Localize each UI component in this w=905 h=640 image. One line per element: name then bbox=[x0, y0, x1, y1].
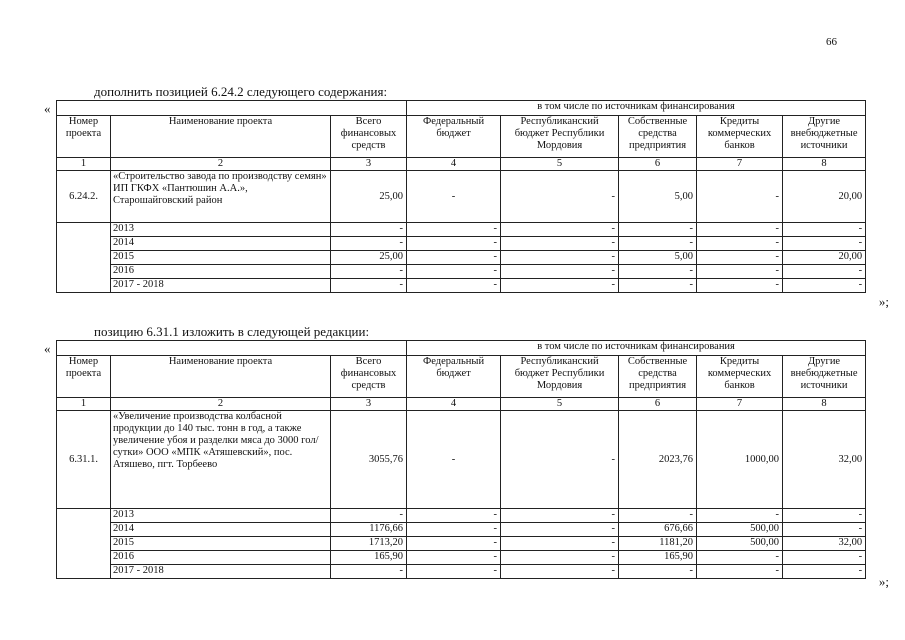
year-row bbox=[57, 537, 866, 551]
col-index: 8 bbox=[783, 158, 866, 171]
year-own: 5,00 bbox=[619, 251, 697, 265]
project-row bbox=[57, 171, 866, 223]
project-republic: - bbox=[501, 411, 619, 509]
year-row bbox=[57, 237, 866, 251]
year-own: - bbox=[619, 279, 697, 293]
section-intro: позицию 6.31.1 изложить в следующей редакции: bbox=[94, 324, 370, 339]
year-label: 2013 bbox=[111, 509, 331, 523]
col-header-total: Всего финансовых средств bbox=[331, 116, 407, 158]
year-label: 2017 - 2018 bbox=[111, 279, 331, 293]
year-other: - bbox=[783, 565, 866, 579]
year-republic: - bbox=[501, 565, 619, 579]
year-label: 2017 - 2018 bbox=[111, 565, 331, 579]
section-intro: дополнить позицией 6.24.2 следующего содержания: bbox=[94, 84, 388, 99]
col-header-federal: Федеральный бюджет bbox=[407, 356, 501, 398]
project-own: 5,00 bbox=[619, 171, 697, 223]
year-republic: - bbox=[501, 265, 619, 279]
page-number: 66 bbox=[826, 36, 837, 48]
year-republic: - bbox=[501, 251, 619, 265]
year-republic: - bbox=[501, 509, 619, 523]
year-federal: - bbox=[407, 523, 501, 537]
year-label: 2016 bbox=[111, 551, 331, 565]
year-republic: - bbox=[501, 279, 619, 293]
year-label: 2013 bbox=[111, 223, 331, 237]
year-other: - bbox=[783, 265, 866, 279]
year-credits: - bbox=[697, 509, 783, 523]
open-quote: « bbox=[44, 101, 51, 116]
col-header-own: Собственные средства предприятия bbox=[619, 356, 697, 398]
year-credits: - bbox=[697, 279, 783, 293]
year-total: - bbox=[331, 279, 407, 293]
year-federal: - bbox=[407, 551, 501, 565]
year-own: - bbox=[619, 265, 697, 279]
col-header-own: Собственные средства предприятия bbox=[619, 116, 697, 158]
year-row bbox=[57, 565, 866, 579]
year-federal: - bbox=[407, 223, 501, 237]
year-republic: - bbox=[501, 523, 619, 537]
year-own: - bbox=[619, 237, 697, 251]
project-number: 6.24.2. bbox=[57, 171, 111, 223]
col-index: 8 bbox=[783, 398, 866, 411]
year-row bbox=[57, 523, 866, 537]
col-header-credits: Кредиты коммерческих банков bbox=[697, 356, 783, 398]
col-header-name: Наименование проекта bbox=[111, 356, 331, 398]
col-index: 2 bbox=[111, 158, 331, 171]
project-other: 20,00 bbox=[783, 171, 866, 223]
col-index: 3 bbox=[331, 158, 407, 171]
year-other: - bbox=[783, 237, 866, 251]
project-other: 32,00 bbox=[783, 411, 866, 509]
year-label: 2014 bbox=[111, 523, 331, 537]
project-credits: 1000,00 bbox=[697, 411, 783, 509]
year-total: 1713,20 bbox=[331, 537, 407, 551]
year-other: 32,00 bbox=[783, 537, 866, 551]
year-other: - bbox=[783, 223, 866, 237]
year-federal: - bbox=[407, 265, 501, 279]
year-label: 2015 bbox=[111, 251, 331, 265]
year-federal: - bbox=[407, 237, 501, 251]
year-other: - bbox=[783, 551, 866, 565]
project-name: «Увеличение производства колбасной продукции до 140 тыс. тонн в год, а также увеличение убоя и разделки мяса до 3000 гол/сутки» ООО «МПК «Атяшевский», пос. Атяшево, пгт. Торбеево bbox=[111, 411, 331, 509]
year-federal: - bbox=[407, 537, 501, 551]
year-row bbox=[57, 251, 866, 265]
year-republic: - bbox=[501, 551, 619, 565]
year-credits: - bbox=[697, 237, 783, 251]
year-federal: - bbox=[407, 565, 501, 579]
year-other: - bbox=[783, 279, 866, 293]
year-label: 2016 bbox=[111, 265, 331, 279]
financing-table bbox=[56, 340, 866, 579]
col-header-republic: Республиканский бюджет Республики Мордовия bbox=[501, 356, 619, 398]
project-credits: - bbox=[697, 171, 783, 223]
col-index: 1 bbox=[57, 158, 111, 171]
sources-group-header: в том числе по источникам финансирования bbox=[407, 341, 866, 356]
year-row bbox=[57, 509, 866, 523]
year-other: - bbox=[783, 523, 866, 537]
year-own: 676,66 bbox=[619, 523, 697, 537]
year-federal: - bbox=[407, 509, 501, 523]
col-header-other: Другие внебюджетные источники bbox=[783, 356, 866, 398]
col-index: 2 bbox=[111, 398, 331, 411]
year-other: - bbox=[783, 509, 866, 523]
year-credits: - bbox=[697, 565, 783, 579]
year-label: 2014 bbox=[111, 237, 331, 251]
year-credits: - bbox=[697, 265, 783, 279]
project-total: 25,00 bbox=[331, 171, 407, 223]
col-index: 3 bbox=[331, 398, 407, 411]
col-header-number: Номер проекта bbox=[57, 116, 111, 158]
year-federal: - bbox=[407, 279, 501, 293]
year-total: - bbox=[331, 223, 407, 237]
year-total: - bbox=[331, 509, 407, 523]
year-row bbox=[57, 279, 866, 293]
col-index: 6 bbox=[619, 158, 697, 171]
year-republic: - bbox=[501, 223, 619, 237]
open-quote: « bbox=[44, 341, 51, 356]
col-index: 5 bbox=[501, 398, 619, 411]
project-total: 3055,76 bbox=[331, 411, 407, 509]
year-own: 1181,20 bbox=[619, 537, 697, 551]
project-name: «Строительство завода по производству семян» ИП ГКФХ «Пантюшин А.А.», Старошайговский район bbox=[111, 171, 331, 223]
year-credits: - bbox=[697, 551, 783, 565]
col-index: 7 bbox=[697, 158, 783, 171]
year-own: 165,90 bbox=[619, 551, 697, 565]
col-header-republic: Республиканский бюджет Республики Мордовия bbox=[501, 116, 619, 158]
year-total: 165,90 bbox=[331, 551, 407, 565]
year-other: 20,00 bbox=[783, 251, 866, 265]
year-total: 1176,66 bbox=[331, 523, 407, 537]
year-own: - bbox=[619, 565, 697, 579]
year-credits: 500,00 bbox=[697, 523, 783, 537]
year-own: - bbox=[619, 509, 697, 523]
project-own: 2023,76 bbox=[619, 411, 697, 509]
close-quote: »; bbox=[878, 574, 889, 589]
close-quote: »; bbox=[878, 294, 889, 309]
col-header-number: Номер проекта bbox=[57, 356, 111, 398]
year-row bbox=[57, 551, 866, 565]
year-federal: - bbox=[407, 251, 501, 265]
year-total: - bbox=[331, 237, 407, 251]
sources-group-header: в том числе по источникам финансирования bbox=[407, 101, 866, 116]
col-index: 5 bbox=[501, 158, 619, 171]
col-index: 6 bbox=[619, 398, 697, 411]
year-row bbox=[57, 265, 866, 279]
year-republic: - bbox=[501, 237, 619, 251]
project-federal: - bbox=[407, 171, 501, 223]
project-republic: - bbox=[501, 171, 619, 223]
project-number: 6.31.1. bbox=[57, 411, 111, 509]
col-header-total: Всего финансовых средств bbox=[331, 356, 407, 398]
year-credits: - bbox=[697, 223, 783, 237]
col-header-other: Другие внебюджетные источники bbox=[783, 116, 866, 158]
year-label: 2015 bbox=[111, 537, 331, 551]
col-header-credits: Кредиты коммерческих банков bbox=[697, 116, 783, 158]
col-index: 4 bbox=[407, 158, 501, 171]
year-row bbox=[57, 223, 866, 237]
year-total: 25,00 bbox=[331, 251, 407, 265]
year-own: - bbox=[619, 223, 697, 237]
year-total: - bbox=[331, 565, 407, 579]
year-credits: 500,00 bbox=[697, 537, 783, 551]
financing-table bbox=[56, 100, 866, 293]
year-total: - bbox=[331, 265, 407, 279]
col-index: 4 bbox=[407, 398, 501, 411]
col-index: 7 bbox=[697, 398, 783, 411]
year-credits: - bbox=[697, 251, 783, 265]
col-index: 1 bbox=[57, 398, 111, 411]
col-header-name: Наименование проекта bbox=[111, 116, 331, 158]
col-header-federal: Федеральный бюджет bbox=[407, 116, 501, 158]
year-republic: - bbox=[501, 537, 619, 551]
project-row bbox=[57, 411, 866, 509]
project-federal: - bbox=[407, 411, 501, 509]
